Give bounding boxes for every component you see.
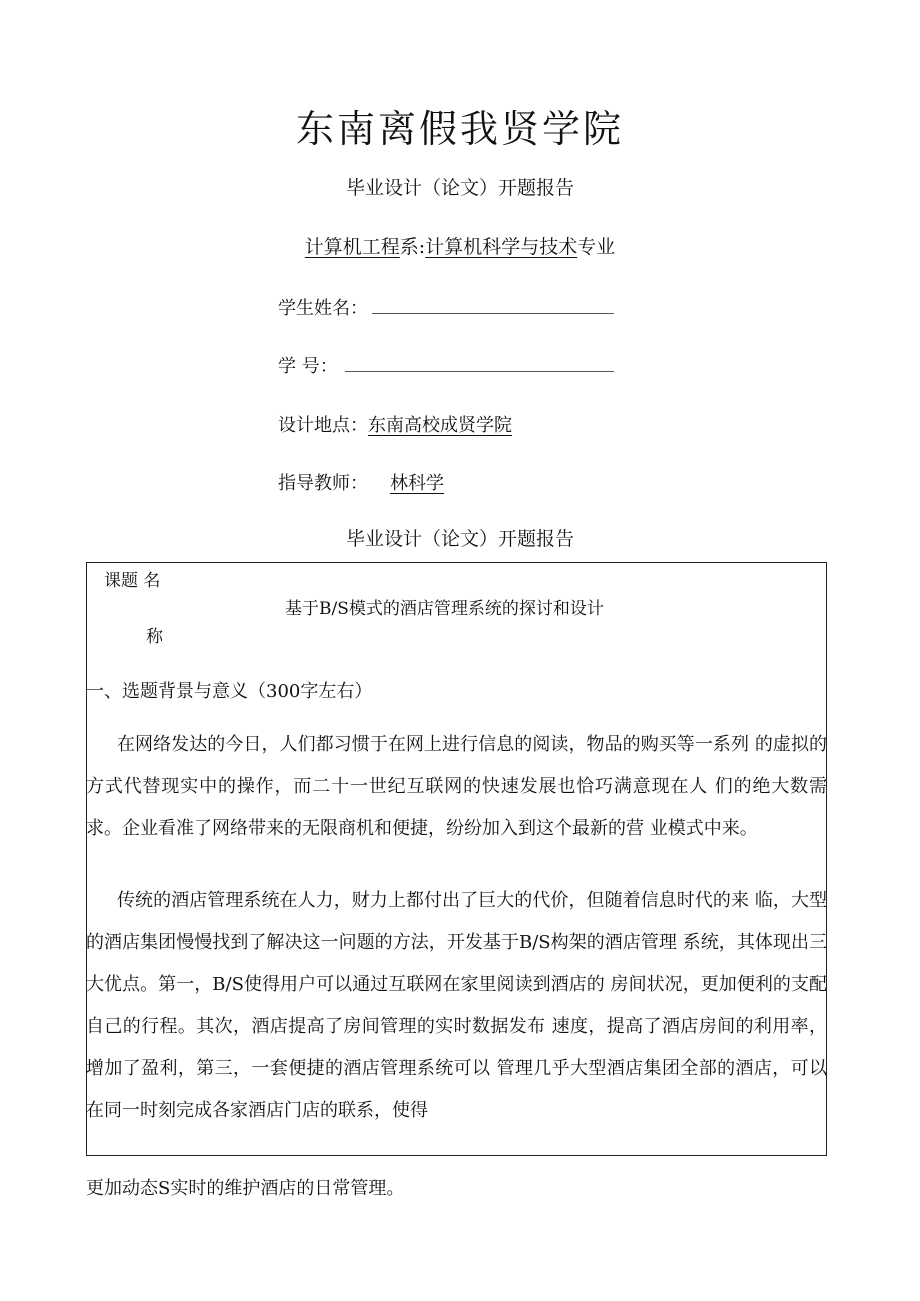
major-name: 计算机科学与技术 bbox=[425, 236, 578, 258]
location-value: 东南高校成贤学院 bbox=[368, 415, 512, 436]
advisor-field bbox=[278, 469, 444, 495]
topic-label-line2: 称 bbox=[146, 627, 163, 647]
department-suffix: 系: bbox=[399, 236, 426, 258]
report-title: 毕业设计（论文）开题报告 bbox=[345, 177, 574, 199]
paragraph-2-text: 传统的酒店管理系统在人力，财力上都付出了巨大的代价，但随着信息时代的来 临，大型的酒店集团慢慢找到了解决这一问题的方法，开发基于B/S构架的酒店管理 系统，其体现出三大优点。第一，B/S使得用户可以通过互联网在家里阅读到酒店的 房间状况，更加便利的支配自己的行程。其次，酒店提高了房间管理的实时数据发布 速度，提高了酒店房间的利用率，增加了盈利，第三，一套便捷的酒店管理系统可以 管理几乎大型酒店集团全部的酒店，可以在同一时刻完成各家酒店门店的联系，使得 bbox=[86, 890, 827, 1121]
section1-heading: 一、选题背景与意义（300字左右） bbox=[86, 681, 373, 702]
section-title: 毕业设计（论文）开题报告 bbox=[345, 528, 574, 550]
background-paragraph-1 bbox=[86, 724, 827, 850]
location-field bbox=[278, 411, 512, 437]
background-paragraph-2 bbox=[86, 880, 827, 1132]
advisor-label: 指导教师： bbox=[278, 473, 368, 494]
major-suffix: 专业 bbox=[577, 236, 616, 258]
student-name-blank bbox=[372, 313, 614, 314]
department-line bbox=[0, 232, 920, 259]
location-label: 设计地点： bbox=[278, 415, 368, 436]
continued-text: 更加动态S实时的维护酒店的日常管理。 bbox=[86, 1178, 405, 1199]
topic-value: 基于B/S模式的酒店管理系统的探讨和设计 bbox=[285, 599, 604, 619]
student-id-label: 学 号： bbox=[278, 356, 338, 377]
student-name-label: 学生姓名： bbox=[278, 298, 368, 319]
school-name: 东南离假我贤学院 bbox=[295, 107, 624, 151]
paragraph-1-text: 在网络发达的今日，人们都习惯于在网上进行信息的阅读，物品的购买等一系列 的虚拟的方式代替现实中的操作，而二十一世纪互联网的快速发展也恰巧满意现在人 们的绝大数需求。企业看准了网络带来的无限商机和便捷，纷纷加入到这个最新的营 业模式中来。 bbox=[86, 734, 827, 839]
advisor-value: 林科学 bbox=[390, 473, 444, 494]
department-name: 计算机工程 bbox=[304, 236, 400, 258]
student-id-blank bbox=[345, 371, 614, 372]
topic-label-line1: 课题 名 bbox=[104, 571, 161, 591]
